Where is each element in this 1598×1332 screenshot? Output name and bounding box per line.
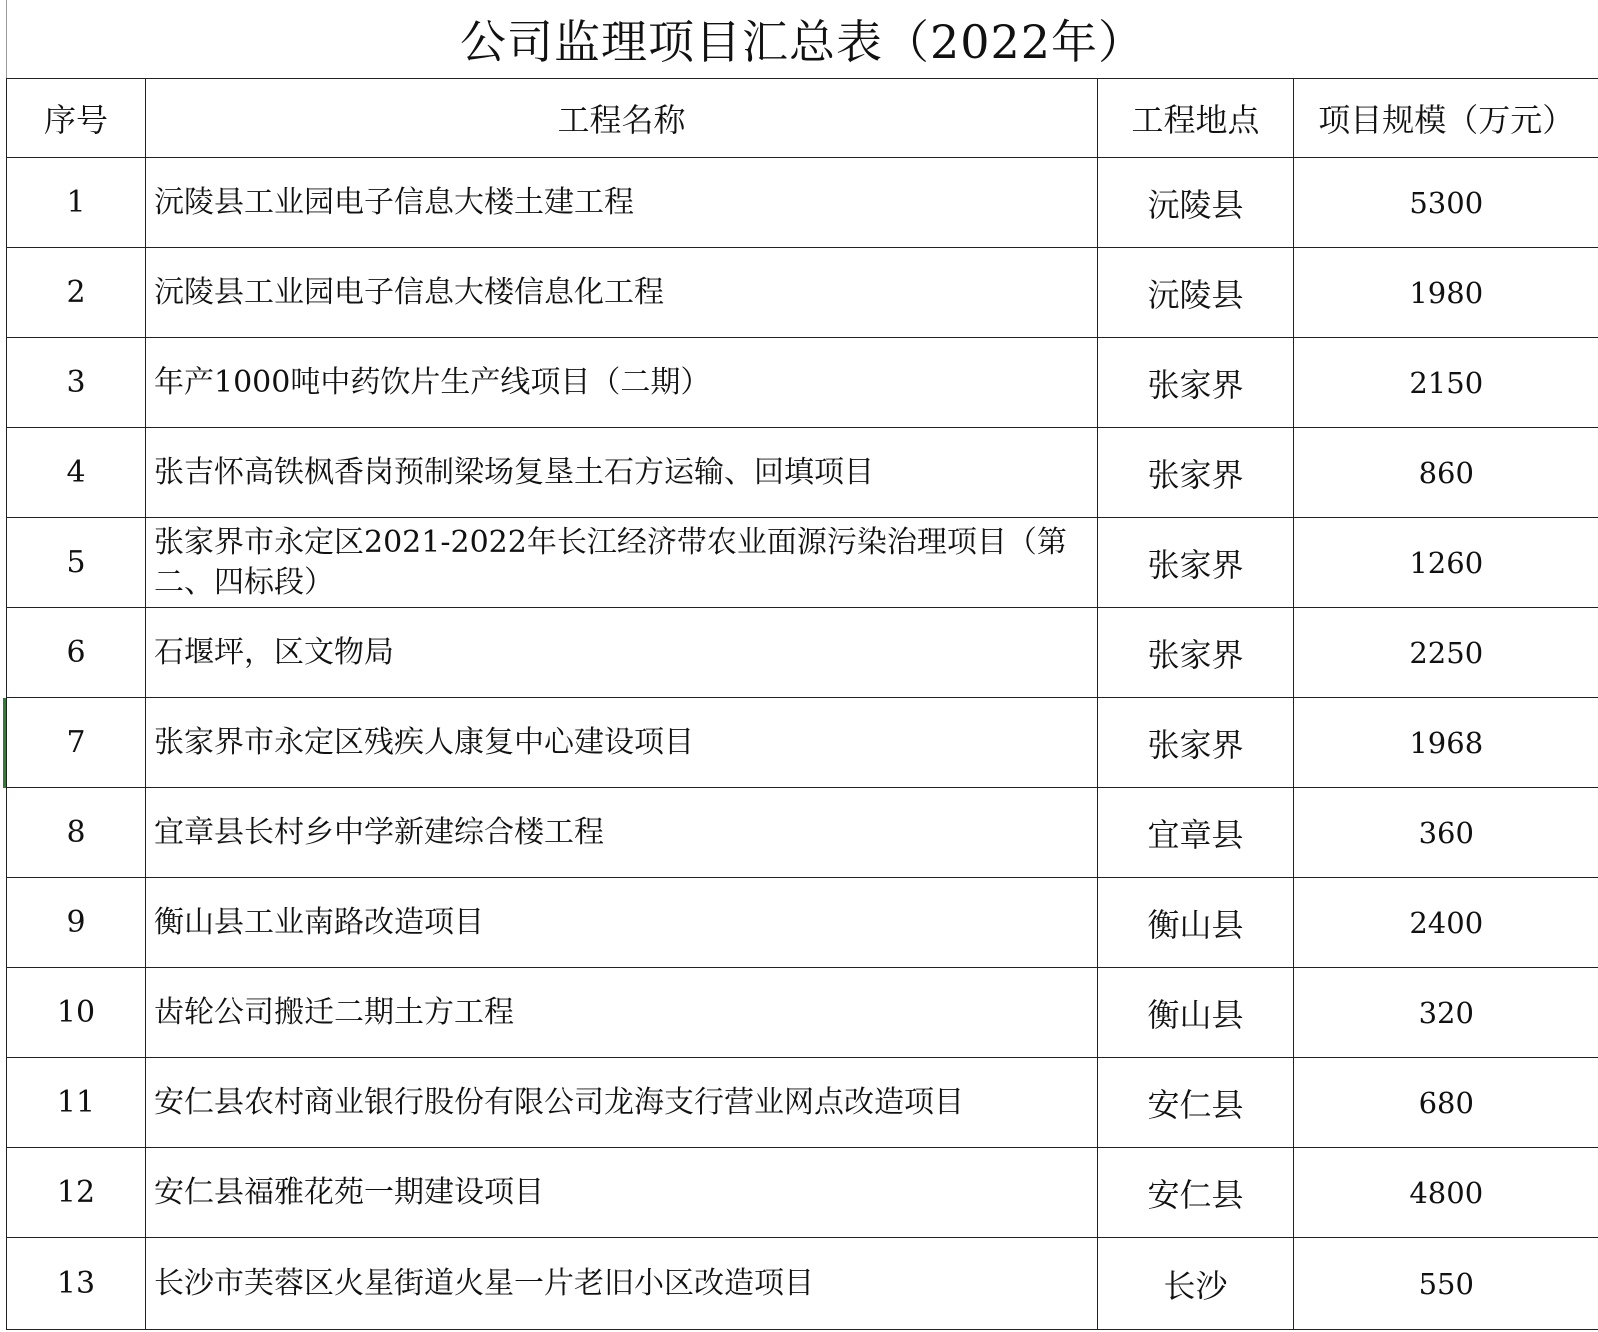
- cell-name[interactable]: 衡山县工业南路改造项目: [146, 878, 1098, 968]
- cell-no[interactable]: 3: [7, 338, 146, 428]
- cell-name[interactable]: 安仁县农村商业银行股份有限公司龙海支行营业网点改造项目: [146, 1058, 1098, 1148]
- cell-no[interactable]: 1: [7, 158, 146, 248]
- table-row: [7, 518, 1598, 608]
- cell-place[interactable]: 张家界: [1098, 608, 1294, 698]
- cell-no[interactable]: 5: [7, 518, 146, 608]
- cell-no[interactable]: 6: [7, 608, 146, 698]
- table-row: [7, 608, 1598, 698]
- cell-name[interactable]: 张吉怀高铁枫香岗预制梁场复垦土石方运输、回填项目: [146, 428, 1098, 518]
- cell-no[interactable]: 13: [7, 1238, 146, 1330]
- header-row: [7, 79, 1598, 158]
- cell-name[interactable]: 石堰坪，区文物局: [146, 608, 1098, 698]
- cell-place[interactable]: 安仁县: [1098, 1058, 1294, 1148]
- cell-scale[interactable]: 320: [1294, 968, 1598, 1058]
- cell-place[interactable]: 宜章县: [1098, 788, 1294, 878]
- table-row: [7, 1058, 1598, 1148]
- cell-scale[interactable]: 1968: [1294, 698, 1598, 788]
- table-row: [7, 248, 1598, 338]
- cell-scale[interactable]: 2150: [1294, 338, 1598, 428]
- cell-name[interactable]: 年产1000吨中药饮片生产线项目（二期）: [146, 338, 1098, 428]
- cell-place[interactable]: 张家界: [1098, 338, 1294, 428]
- cell-place[interactable]: 衡山县: [1098, 878, 1294, 968]
- cell-scale[interactable]: 360: [1294, 788, 1598, 878]
- table-row: [7, 338, 1598, 428]
- cell-no[interactable]: 2: [7, 248, 146, 338]
- table-row: [7, 158, 1598, 248]
- table-row: [7, 428, 1598, 518]
- header-scale[interactable]: 项目规模（万元）: [1294, 79, 1598, 158]
- cell-no[interactable]: 10: [7, 968, 146, 1058]
- table-row: [7, 788, 1598, 878]
- cell-scale[interactable]: 5300: [1294, 158, 1598, 248]
- cell-name[interactable]: 齿轮公司搬迁二期土方工程: [146, 968, 1098, 1058]
- project-summary-table: [6, 78, 1598, 1330]
- cell-name[interactable]: 长沙市芙蓉区火星街道火星一片老旧小区改造项目: [146, 1238, 1098, 1330]
- cell-name[interactable]: 张家界市永定区2021-2022年长江经济带农业面源污染治理项目（第二、四标段）: [146, 518, 1098, 608]
- cell-place[interactable]: 张家界: [1098, 428, 1294, 518]
- header-no[interactable]: 序号: [7, 79, 146, 158]
- table-row: [7, 968, 1598, 1058]
- cell-name[interactable]: 沅陵县工业园电子信息大楼土建工程: [146, 158, 1098, 248]
- cell-no[interactable]: 9: [7, 878, 146, 968]
- header-name[interactable]: 工程名称: [146, 79, 1098, 158]
- cell-no[interactable]: 7: [7, 698, 146, 788]
- cell-scale[interactable]: 1260: [1294, 518, 1598, 608]
- cell-scale[interactable]: 2400: [1294, 878, 1598, 968]
- cell-scale[interactable]: 1980: [1294, 248, 1598, 338]
- cell-no[interactable]: 11: [7, 1058, 146, 1148]
- table-row: [7, 1148, 1598, 1238]
- cell-no[interactable]: 12: [7, 1148, 146, 1238]
- table-row: [7, 698, 1598, 788]
- table-title: 公司监理项目汇总表（2022年）: [6, 0, 1598, 78]
- cell-name[interactable]: 沅陵县工业园电子信息大楼信息化工程: [146, 248, 1098, 338]
- cell-place[interactable]: 衡山县: [1098, 968, 1294, 1058]
- cell-scale[interactable]: 550: [1294, 1238, 1598, 1330]
- cell-scale[interactable]: 680: [1294, 1058, 1598, 1148]
- header-place[interactable]: 工程地点: [1098, 79, 1294, 158]
- cell-place[interactable]: 长沙: [1098, 1238, 1294, 1330]
- cell-no[interactable]: 4: [7, 428, 146, 518]
- cell-scale[interactable]: 4800: [1294, 1148, 1598, 1238]
- cell-name[interactable]: 宜章县长村乡中学新建综合楼工程: [146, 788, 1098, 878]
- cell-no[interactable]: 8: [7, 788, 146, 878]
- cell-place[interactable]: 沅陵县: [1098, 248, 1294, 338]
- cell-place[interactable]: 张家界: [1098, 518, 1294, 608]
- cell-scale[interactable]: 860: [1294, 428, 1598, 518]
- table-row: [7, 878, 1598, 968]
- table-row: [7, 1238, 1598, 1330]
- cell-place[interactable]: 沅陵县: [1098, 158, 1294, 248]
- cell-place[interactable]: 安仁县: [1098, 1148, 1294, 1238]
- cell-name[interactable]: 张家界市永定区残疾人康复中心建设项目: [146, 698, 1098, 788]
- cell-place[interactable]: 张家界: [1098, 698, 1294, 788]
- selected-row-marker: [3, 698, 6, 788]
- cell-scale[interactable]: 2250: [1294, 608, 1598, 698]
- cell-name[interactable]: 安仁县福雅花苑一期建设项目: [146, 1148, 1098, 1238]
